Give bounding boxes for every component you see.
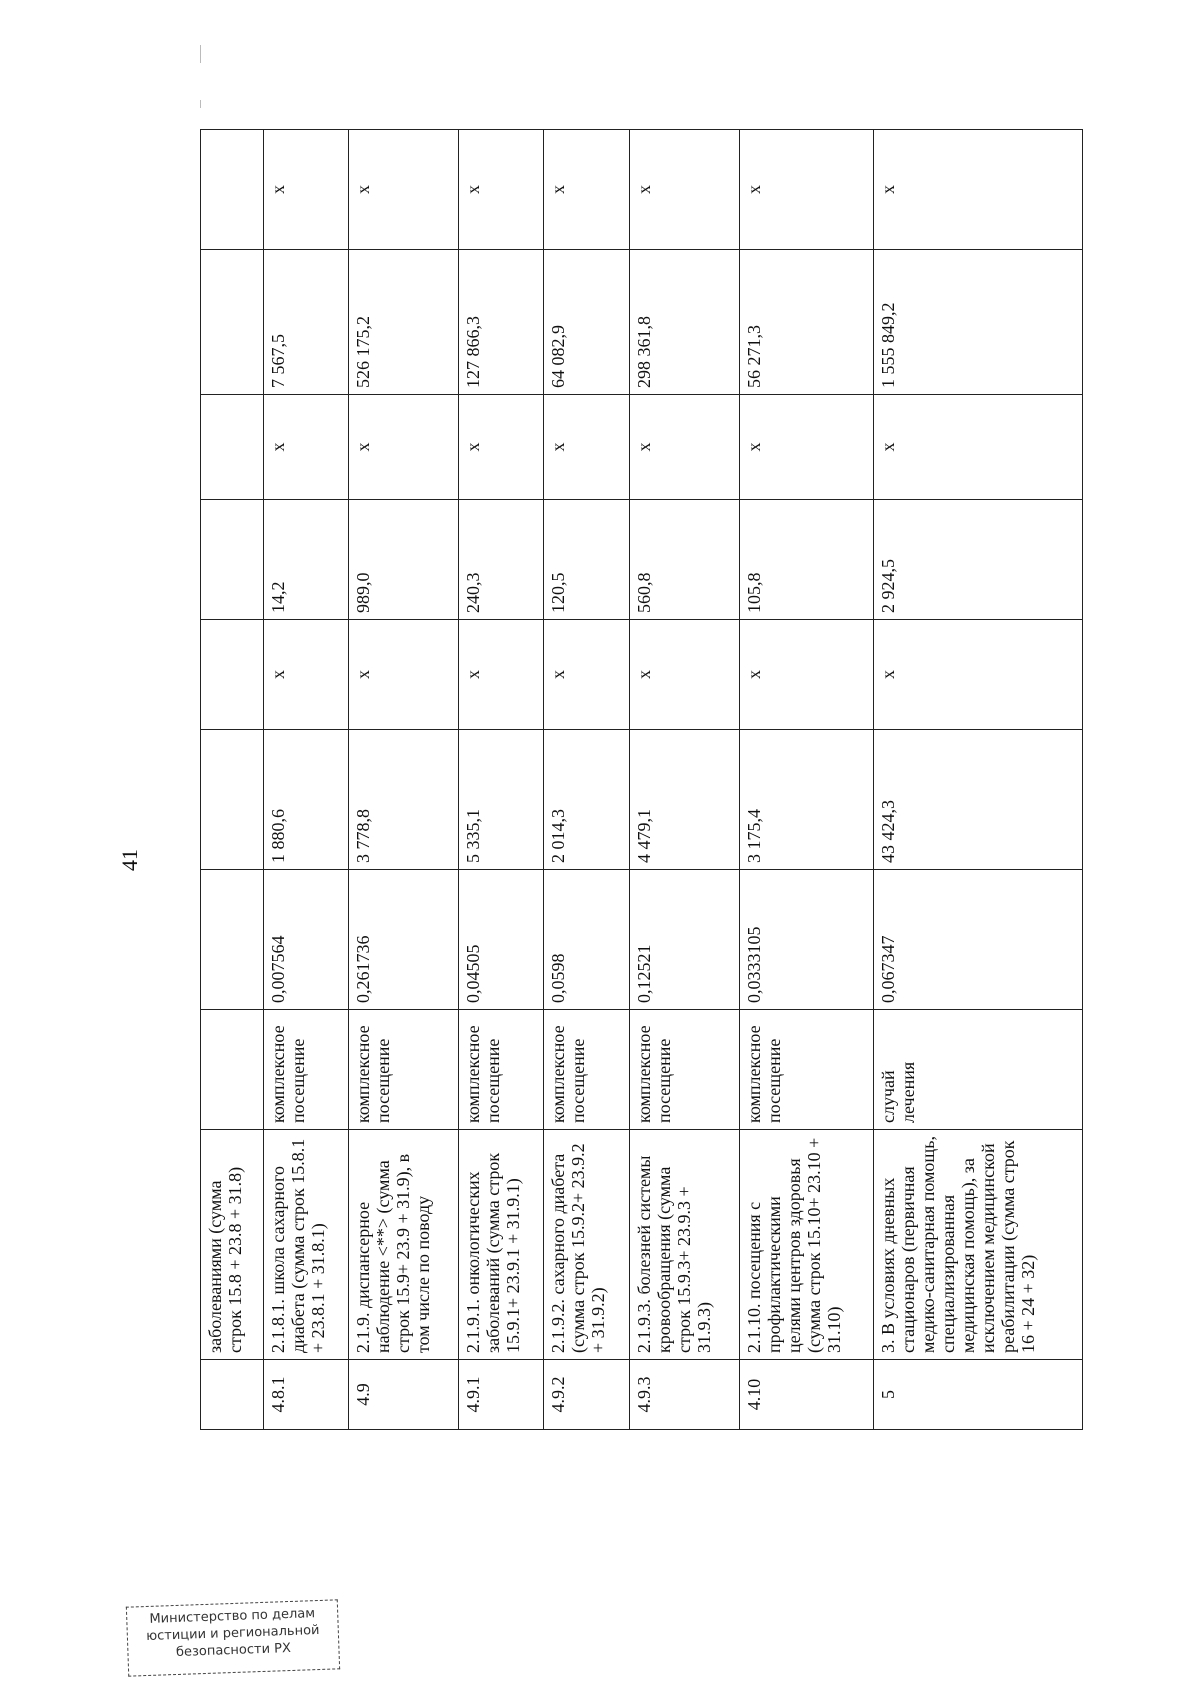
value-cell: x (544, 620, 629, 730)
value-cell: 0,0333105 (739, 870, 874, 1010)
value-cell: 1 555 849,2 (874, 250, 1083, 395)
value-cell: x (349, 620, 459, 730)
row-name-cell: 2.1.8.1. школа сахарного диабета (сумма строк 15.8.1 + 23.8.1 + 31.8.1) (264, 1130, 349, 1360)
value-cell: 56 271,3 (739, 250, 874, 395)
unit-cell: комплексное посещение (629, 1010, 739, 1130)
stamp-line: юстиции и региональной (145, 1622, 320, 1645)
row-name-cell: 2.1.10. посещения с профилактическими целями центров здоровья (сумма строк 15.10+ 23.10 + 31.10) (739, 1130, 874, 1360)
value-cell: 240,3 (459, 500, 544, 620)
value-cell: x (459, 130, 544, 250)
value-cell: x (264, 395, 349, 500)
value-cell: 0,0598 (544, 870, 629, 1010)
unit-cell: комплексное посещение (349, 1010, 459, 1130)
unit-cell: комплексное посещение (459, 1010, 544, 1130)
row-name-cell: заболеваниями (сумма строк 15.8 + 23.8 + 31.8) (201, 1130, 264, 1360)
value-cell: x (739, 130, 874, 250)
row-code-cell: 4.9.3 (629, 1360, 739, 1430)
table-row (874, 130, 1083, 1430)
table-row (629, 130, 739, 1430)
unit-cell: комплексное посещение (739, 1010, 874, 1130)
row-name-cell: 2.1.9. диспансерное наблюдение <**> (сумма строк 15.9+ 23.9 + 31.9), в том числе по поводу (349, 1130, 459, 1360)
unit-cell: комплексное посещение (264, 1010, 349, 1130)
value-cell: x (264, 620, 349, 730)
value-cell: 120,5 (544, 500, 629, 620)
value-cell (201, 620, 264, 730)
value-cell: x (459, 620, 544, 730)
value-cell: x (544, 130, 629, 250)
value-cell: 989,0 (349, 500, 459, 620)
value-cell: x (544, 395, 629, 500)
value-cell (201, 730, 264, 870)
value-cell: 0,067347 (874, 870, 1083, 1010)
value-cell: x (629, 395, 739, 500)
page-number: 41 (117, 849, 142, 871)
value-cell: x (349, 395, 459, 500)
value-cell: 298 361,8 (629, 250, 739, 395)
value-cell: 526 175,2 (349, 250, 459, 395)
row-name-cell: 3. В условиях дневных стационаров (первичная медико-санитарная помощь, специализированная медицинская помощь), за исключением медицинской реабилитации (сумма строк 16 + 24 + 32) (874, 1130, 1083, 1360)
value-cell (201, 395, 264, 500)
value-cell: 43 424,3 (874, 730, 1083, 870)
unit-cell: случай лечения (874, 1010, 1083, 1130)
table-body (201, 130, 1083, 1430)
value-cell: 64 082,9 (544, 250, 629, 395)
row-code-cell: 4.8.1 (264, 1360, 349, 1430)
row-code-cell: 4.9.2 (544, 1360, 629, 1430)
value-cell: 1 880,6 (264, 730, 349, 870)
row-code-cell: 4.9.1 (459, 1360, 544, 1430)
value-cell: 3 778,8 (349, 730, 459, 870)
row-code-cell: 4.9 (349, 1360, 459, 1430)
data-table (200, 129, 1083, 1430)
value-cell: x (264, 130, 349, 250)
value-cell: 0,04505 (459, 870, 544, 1010)
row-name-cell: 2.1.9.2. сахарного диабета (сумма строк 15.9.2+ 23.9.2 + 31.9.2) (544, 1130, 629, 1360)
value-cell (201, 250, 264, 395)
stamp-line: Министерство по делам (149, 1606, 316, 1627)
value-cell: x (629, 620, 739, 730)
unit-cell (201, 1010, 264, 1130)
value-cell: 0,007564 (264, 870, 349, 1010)
row-code-cell (201, 1360, 264, 1430)
value-cell: 127 866,3 (459, 250, 544, 395)
value-cell: x (349, 130, 459, 250)
value-cell: 105,8 (739, 500, 874, 620)
value-cell (201, 870, 264, 1010)
ministry-stamp (126, 1599, 340, 1676)
value-cell: x (874, 130, 1083, 250)
value-cell: 5 335,1 (459, 730, 544, 870)
value-cell: 2 924,5 (874, 500, 1083, 620)
unit-cell: комплексное посещение (544, 1010, 629, 1130)
row-code-cell: 5 (874, 1360, 1083, 1430)
table-row (349, 130, 459, 1430)
value-cell: x (874, 620, 1083, 730)
value-cell: x (629, 130, 739, 250)
value-cell: 3 175,4 (739, 730, 874, 870)
table-row (739, 130, 874, 1430)
table-row (459, 130, 544, 1430)
row-code-cell: 4.10 (739, 1360, 874, 1430)
table-row (264, 130, 349, 1430)
value-cell: 14,2 (264, 500, 349, 620)
value-cell: 7 567,5 (264, 250, 349, 395)
value-cell: 4 479,1 (629, 730, 739, 870)
stamp-line: безопасности РХ (175, 1640, 292, 1660)
scan-artifact (200, 100, 201, 108)
value-cell: x (739, 395, 874, 500)
value-cell: 0,12521 (629, 870, 739, 1010)
value-cell: 2 014,3 (544, 730, 629, 870)
scan-artifact (200, 45, 201, 63)
table-row (544, 130, 629, 1430)
value-cell: 560,8 (629, 500, 739, 620)
value-cell: 0,261736 (349, 870, 459, 1010)
table-row (201, 130, 264, 1430)
value-cell: x (874, 395, 1083, 500)
table-container (200, 130, 1083, 1430)
value-cell (201, 130, 264, 250)
value-cell: x (459, 395, 544, 500)
row-name-cell: 2.1.9.3. болезней системы кровообращения (сумма строк 15.9.3+ 23.9.3 + 31.9.3) (629, 1130, 739, 1360)
value-cell: x (739, 620, 874, 730)
row-name-cell: 2.1.9.1. онкологических заболеваний (сумма строк 15.9.1+ 23.9.1 + 31.9.1) (459, 1130, 544, 1360)
value-cell (201, 500, 264, 620)
